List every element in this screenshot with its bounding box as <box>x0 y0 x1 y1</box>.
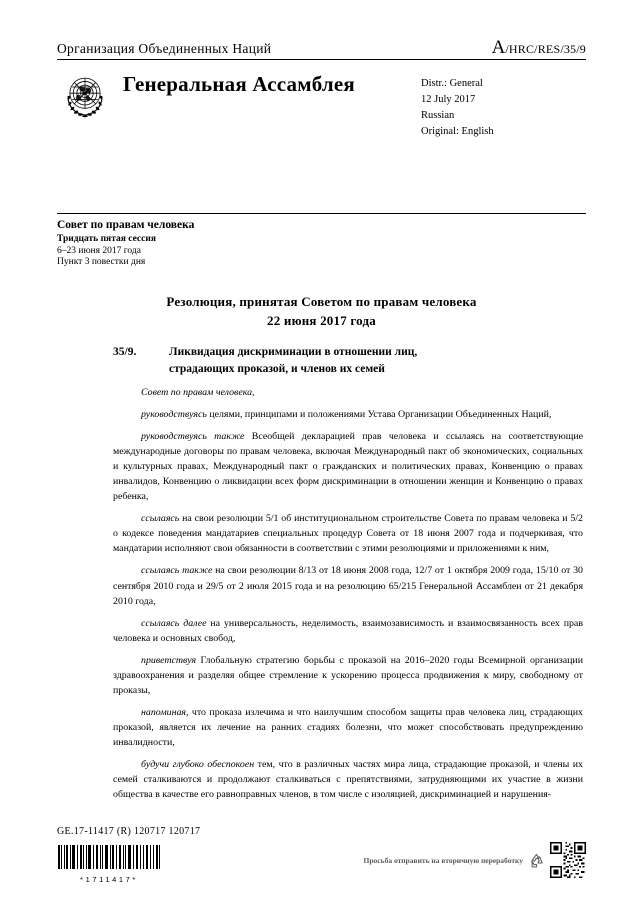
distribution-date: 12 July 2017 <box>421 93 476 105</box>
preamble-paragraph <box>113 429 583 504</box>
resolution-title-text <box>169 344 583 379</box>
document-symbol-rest: /HRC/RES/35/9 <box>505 42 586 56</box>
un-emblem-icon <box>57 68 113 124</box>
preamble-paragraph-text: , что проказа излечима и что наилучшим способом защиты прав человека лиц, страдающих проказой, является их лечение на ранних стадиях болезни, что может способствовать предупреждению инвалидности, <box>113 706 583 748</box>
un-emblem-container <box>57 66 117 124</box>
distribution-original: Original: English <box>421 125 494 137</box>
recycle-notice <box>364 842 586 884</box>
preamble-paragraph <box>113 407 583 422</box>
preamble-paragraph-lead: будучи глубоко обеспокоен <box>141 758 255 770</box>
resolution-heading-line2: 22 июня 2017 года <box>267 312 376 328</box>
preamble-paragraph <box>113 511 583 556</box>
document-symbol <box>492 38 586 57</box>
preamble-paragraph-text: на свои резолюции 5/1 об институциональном строительстве Совета по правам человека и 5/2 о кодексе поведения мандатариев специальных процедур Совета от 18 июня 2007 года и подчеркивая, что мандатарии исполняют свои обязанности в соответствии с этими резолюциями и приложениями к ним, <box>113 513 583 555</box>
preamble-paragraph-text: Глобальную стратегию борьбы с проказой на 2016–2020 годы Всемирной организации здравоохранения и разделяя общее стремление к ускорению процесса продвижения к миру, свободному от проказы, <box>113 654 583 696</box>
distribution-language: Russian <box>421 109 455 121</box>
council-dates: 6–23 июня 2017 года <box>57 246 141 256</box>
preamble-paragraph-lead: ссылаясь также <box>141 565 213 577</box>
job-number: GE.17-11417 (R) 120717 120717 <box>57 826 201 837</box>
preamble-paragraph <box>113 563 583 608</box>
preamble-paragraph-text: Всеобщей декларацией прав человека и ссылаясь на соответствующие международные договоры по правам человека, включая Международный пакт об экономических, социальных и культурных правах, Международный пакт о гражданских и политических правах, Конвенцию о правах инвалидов, Конвенцию о ликвидации всех форм дискриминации в отношении женщин и Конвенцию о правах ребенка, <box>113 431 583 503</box>
preamble-paragraph <box>113 757 583 802</box>
council-session: Тридцать пятая сессия <box>57 234 156 244</box>
barcode-icon <box>57 845 161 869</box>
preamble-paragraph-lead: руководствуясь <box>141 409 207 421</box>
section-rule <box>57 213 586 214</box>
resolution-title <box>113 344 583 379</box>
resolution-number: 35/9. <box>113 346 137 358</box>
document-symbol-initial: A <box>491 37 506 58</box>
preamble-paragraph <box>113 616 583 646</box>
preamble-body <box>113 385 583 809</box>
preamble-paragraph-lead: ссылаясь далее <box>141 617 207 629</box>
masthead-rule <box>57 59 586 60</box>
qr-code-icon <box>550 842 586 878</box>
preamble-paragraph-text: целями, принципами и положениями Устава Организации Объединенных Наций, <box>206 409 552 421</box>
preamble-paragraph <box>113 705 583 750</box>
preamble-addressee-text: Совет по правам человека, <box>141 387 255 398</box>
organization-name: Организация Объединенных Наций <box>57 41 272 56</box>
preamble-paragraph-lead: напоминая <box>141 706 187 718</box>
distribution-type: Distr.: General <box>421 78 483 89</box>
preamble-paragraph-text: на свои резолюции 8/13 от 18 июня 2008 года, 12/7 от 1 октября 2009 года, 15/10 от 30 сентября 2010 года и 29/5 от 2 июля 2015 года и на резолюцию 65/215 Генеральной Ассамблеи от 21 декабря 2010 года, <box>113 565 583 607</box>
preamble-paragraph-lead: руководствуясь также <box>141 431 245 443</box>
masthead-body <box>57 66 586 140</box>
masthead <box>57 38 586 140</box>
preamble-paragraph-lead: ссылаясь <box>141 513 180 525</box>
footer-bottom-row <box>57 842 586 884</box>
preamble-paragraph-lead: приветствуя <box>141 654 197 666</box>
preamble-paragraph-list <box>113 407 583 802</box>
council-block <box>57 219 586 268</box>
resolution-title-line2: страдающих проказой, и членов их семей <box>169 363 385 376</box>
page-footer <box>57 826 586 884</box>
organ-title: Генеральная Ассамблея <box>123 72 355 96</box>
preamble-paragraph-text: тем, что в различных частях мира лица, страдающие проказой, и члены их семей сталкиваются и продолжают сталкиваться с препятствиями, затрудняющими их участие в жизни общества в качестве его равноправных членов, в том числе с изоляцией, дискриминацией и нарушения- <box>113 758 583 801</box>
organization-row <box>57 38 586 59</box>
resolution-title-line1: Ликвидация дискриминации в отношении лиц, <box>169 346 418 358</box>
distribution-block <box>421 66 586 140</box>
resolution-heading <box>57 293 586 331</box>
council-name: Совет по правам человека <box>57 219 195 231</box>
recycle-icon <box>528 852 545 869</box>
council-agenda-item: Пункт 3 повестки дня <box>57 257 146 267</box>
barcode-digits: *1711417* <box>80 875 138 884</box>
preamble-paragraph-text: на универсальность, неделимость, взаимозависимость и взаимосвязанность всех прав человека и основных свобод, <box>113 617 583 644</box>
resolution-heading-line1: Резолюция, принятая Советом по правам человека <box>166 294 477 309</box>
recycle-text: Просьба отправить на вторичную переработку <box>363 855 523 865</box>
barcode-container <box>57 845 161 884</box>
preamble-paragraph <box>113 653 583 698</box>
preamble-addressee <box>113 385 583 400</box>
